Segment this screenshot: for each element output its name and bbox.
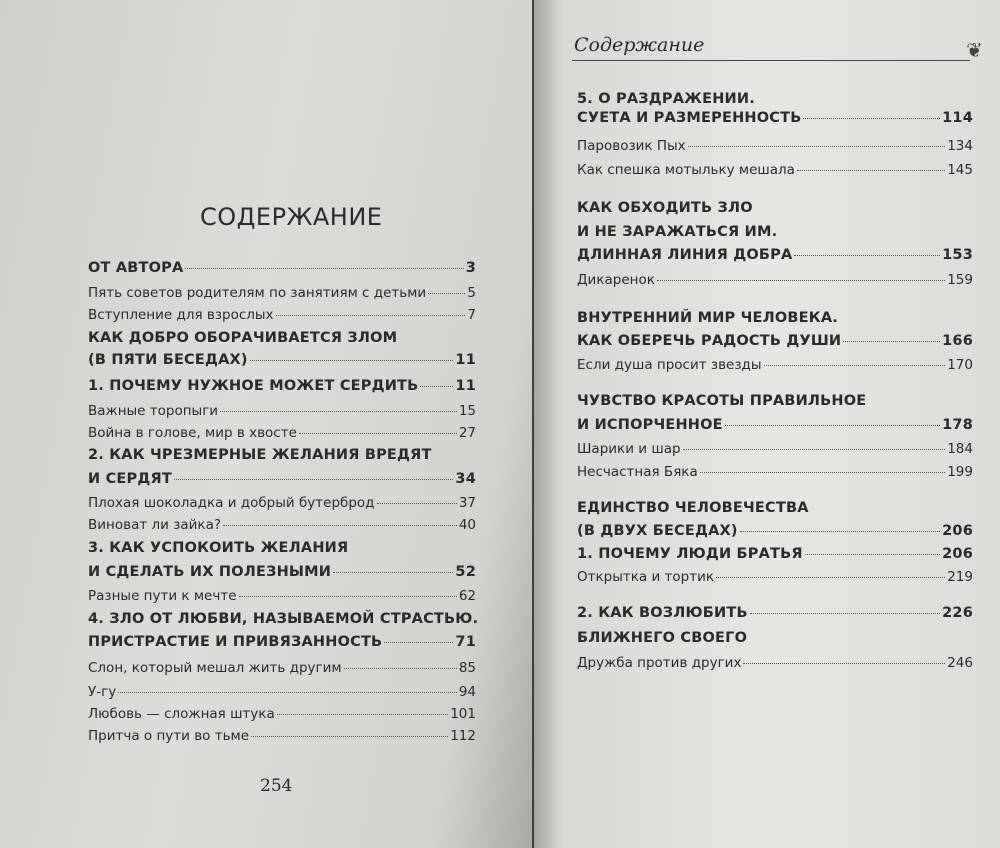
- toc-entry: [88, 307, 476, 323]
- toc-entry: [577, 310, 973, 326]
- toc-entry-title: ЕДИНСТВО ЧЕЛОВЕЧЕСТВА: [577, 500, 809, 516]
- toc-entry-page: 5: [467, 285, 476, 301]
- toc-title: СОДЕРЖАНИЕ: [200, 203, 383, 231]
- dotted-leader: [716, 577, 945, 578]
- dotted-leader: [740, 531, 940, 532]
- toc-entry: [88, 564, 476, 580]
- dotted-leader: [384, 642, 453, 643]
- toc-entry-title: БЛИЖНЕГО СВОЕГО: [577, 630, 748, 646]
- toc-entry-page: 101: [450, 706, 476, 722]
- dotted-leader: [277, 714, 449, 715]
- toc-entry-page: 11: [455, 352, 476, 368]
- toc-entry-page: 34: [455, 471, 476, 487]
- toc-entry: [577, 138, 973, 154]
- toc-entry-title: (В ДВУХ БЕСЕДАХ): [577, 523, 738, 539]
- toc-entry: [88, 706, 476, 722]
- toc-entry-title: И НЕ ЗАРАЖАТЬСЯ ИМ.: [577, 224, 778, 240]
- toc-entry-title: КАК ДОБРО ОБОРАЧИВАЕТСЯ ЗЛОМ: [88, 330, 398, 346]
- dotted-leader: [743, 663, 945, 664]
- toc-entry: [88, 611, 479, 627]
- dotted-leader: [251, 736, 448, 737]
- toc-entry: [88, 403, 476, 419]
- toc-entry: [88, 471, 476, 487]
- toc-entry-title: Война в голове, мир в хвосте: [88, 425, 297, 441]
- dotted-leader: [377, 503, 457, 504]
- toc-entry-title: И ИСПОРЧЕННОЕ: [577, 417, 723, 433]
- toc-entry-title: 3. КАК УСПОКОИТЬ ЖЕЛАНИЯ: [88, 540, 349, 556]
- dotted-leader: [250, 360, 454, 361]
- toc-entry-page: 206: [942, 523, 973, 539]
- toc-entry: [577, 110, 973, 126]
- toc-entry-page: 15: [458, 403, 476, 419]
- toc-entry-title: ПРИСТРАСТИЕ И ПРИВЯЗАННОСТЬ: [88, 634, 383, 650]
- dotted-leader: [344, 668, 457, 669]
- dotted-leader: [118, 692, 457, 693]
- toc-entry-page: 114: [942, 110, 973, 126]
- toc-entry-page: 159: [947, 272, 973, 288]
- toc-entry: [577, 605, 973, 621]
- toc-entry-title: Шарики и шар: [577, 441, 681, 457]
- toc-entry-page: 184: [947, 441, 973, 457]
- toc-entry-page: 94: [458, 684, 476, 700]
- toc-entry-title: Плохая шоколадка и добрый бутерброд: [88, 495, 375, 511]
- dotted-leader: [174, 479, 453, 480]
- toc-entry: [88, 378, 476, 394]
- toc-entry-title: Слон, который мешал жить другим: [88, 660, 342, 676]
- toc-entry: [577, 393, 973, 409]
- toc-entry-title: 1. ПОЧЕМУ НУЖНОЕ МОЖЕТ СЕРДИТЬ: [88, 378, 419, 394]
- dotted-leader: [700, 472, 945, 473]
- toc-entry: [88, 425, 476, 441]
- toc-entry: [577, 630, 973, 646]
- dotted-leader: [220, 411, 457, 412]
- toc-entry-title: ДЛИННАЯ ЛИНИЯ ДОБРА: [577, 247, 793, 263]
- dotted-leader: [333, 572, 453, 573]
- toc-entry-page: 40: [458, 517, 476, 533]
- toc-entry: [577, 500, 973, 516]
- toc-entry-title: 5. О РАЗДРАЖЕНИИ.: [577, 91, 755, 107]
- dotted-leader: [688, 146, 946, 147]
- toc-entry-page: 219: [947, 569, 973, 585]
- toc-entry: [577, 224, 973, 240]
- toc-entry-title: Если душа просит звезды: [577, 357, 762, 373]
- toc-entry-title: Дружба против других: [577, 655, 742, 671]
- toc-entry: [88, 660, 476, 676]
- toc-entry-title: Дикаренок: [577, 272, 655, 288]
- toc-entry: [577, 333, 973, 349]
- toc-entry-page: 112: [450, 728, 476, 744]
- toc-entry-page: 85: [458, 660, 476, 676]
- toc-entry-page: 166: [942, 333, 973, 349]
- dotted-leader: [803, 118, 940, 119]
- toc-entry-title: Притча о пути во тьме: [88, 728, 250, 744]
- flourish-icon: ❦: [966, 38, 983, 62]
- toc-entry-title: 4. ЗЛО ОТ ЛЮБВИ, НАЗЫВАЕМОЙ СТРАСТЬЮ.: [88, 611, 479, 627]
- toc-entry-title: Как спешка мотыльку мешала: [577, 162, 795, 178]
- toc-entry: [88, 285, 476, 301]
- toc-entry: [577, 91, 973, 107]
- toc-entry: [577, 655, 973, 671]
- toc-entry-title: Разные пути к мечте: [88, 588, 237, 604]
- toc-entry-page: 246: [947, 655, 973, 671]
- toc-entry: [88, 260, 476, 276]
- toc-entry: [88, 330, 476, 346]
- toc-entry-title: Паровозик Пых: [577, 138, 686, 154]
- toc-entry-page: 3: [465, 260, 476, 276]
- toc-entry-title: 1. ПОЧЕМУ ЛЮДИ БРАТЬЯ: [577, 546, 803, 562]
- toc-entry-page: 206: [942, 546, 973, 562]
- dotted-leader: [239, 596, 457, 597]
- dotted-leader: [185, 268, 463, 269]
- toc-entry: [88, 728, 476, 744]
- toc-entry-page: 11: [455, 378, 476, 394]
- toc-entry: [577, 272, 973, 288]
- header-rule: [572, 60, 970, 61]
- toc-entry: [88, 684, 476, 700]
- toc-entry-page: 27: [458, 425, 476, 441]
- toc-entry: [577, 523, 973, 539]
- toc-entry-title: Виноват ли зайка?: [88, 517, 222, 533]
- toc-entry: [88, 588, 476, 604]
- toc-entry-title: (В ПЯТИ БЕСЕДАХ): [88, 352, 248, 368]
- dotted-leader: [683, 449, 946, 450]
- toc-entry: [88, 540, 476, 556]
- toc-entry-page: 226: [942, 605, 973, 621]
- toc-entry: [577, 417, 973, 433]
- toc-entry-page: 170: [947, 357, 973, 373]
- toc-entry-title: ВНУТРЕННИЙ МИР ЧЕЛОВЕКА.: [577, 310, 838, 326]
- toc-entry-page: 71: [455, 634, 476, 650]
- dotted-leader: [428, 293, 465, 294]
- toc-entry-title: ЧУВСТВО КРАСОТЫ ПРАВИЛЬНОЕ: [577, 393, 867, 409]
- dotted-leader: [750, 613, 940, 614]
- toc-entry: [577, 546, 973, 562]
- toc-entry-title: Несчастная Бяка: [577, 464, 698, 480]
- toc-entry: [577, 441, 973, 457]
- toc-entry: [88, 517, 476, 533]
- dotted-leader: [794, 255, 940, 256]
- running-header: Содержание: [574, 34, 705, 56]
- toc-entry-page: 199: [947, 464, 973, 480]
- dotted-leader: [805, 554, 940, 555]
- toc-entry: [88, 634, 476, 650]
- dotted-leader: [843, 341, 940, 342]
- toc-entry: [88, 447, 476, 463]
- toc-entry-page: 52: [455, 564, 476, 580]
- toc-entry-title: И СДЕЛАТЬ ИХ ПОЛЕЗНЫМИ: [88, 564, 332, 580]
- toc-entry-page: 62: [458, 588, 476, 604]
- toc-entry: [577, 247, 973, 263]
- toc-entry: [577, 162, 973, 178]
- dotted-leader: [657, 280, 945, 281]
- toc-entry-page: 145: [947, 162, 973, 178]
- toc-entry-title: КАК ОБЕРЕЧЬ РАДОСТЬ ДУШИ: [577, 333, 842, 349]
- toc-entry-title: У-гу: [88, 684, 117, 700]
- dotted-leader: [276, 315, 466, 316]
- page-number: 254: [260, 776, 293, 796]
- toc-entry-title: КАК ОБХОДИТЬ ЗЛО: [577, 200, 753, 216]
- toc-entry-page: 153: [942, 247, 973, 263]
- dotted-leader: [299, 433, 457, 434]
- toc-entry-title: Открытка и тортик: [577, 569, 715, 585]
- toc-entry-page: 178: [942, 417, 973, 433]
- toc-entry-title: Любовь — сложная штука: [88, 706, 275, 722]
- toc-entry-page: 7: [467, 307, 476, 323]
- toc-entry-title: 2. КАК ЧРЕЗМЕРНЫЕ ЖЕЛАНИЯ ВРЕДЯТ: [88, 447, 432, 463]
- toc-entry: [577, 200, 973, 216]
- toc-entry-title: СУЕТА И РАЗМЕРЕННОСТЬ: [577, 110, 802, 126]
- toc-entry: [88, 495, 476, 511]
- toc-entry: [88, 352, 476, 368]
- toc-entry: [577, 464, 973, 480]
- dotted-leader: [764, 365, 946, 366]
- dotted-leader: [420, 386, 453, 387]
- toc-entry-title: Вступление для взрослых: [88, 307, 274, 323]
- toc-entry-title: И СЕРДЯТ: [88, 471, 172, 487]
- toc-entry: [577, 357, 973, 373]
- toc-entry: [577, 569, 973, 585]
- toc-entry-title: Важные торопыги: [88, 403, 219, 419]
- toc-entry-title: ОТ АВТОРА: [88, 260, 184, 276]
- toc-entry-page: 37: [458, 495, 476, 511]
- toc-entry-title: Пять советов родителям по занятиям с детьми: [88, 285, 427, 301]
- toc-entry-title: 2. КАК ВОЗЛЮБИТЬ: [577, 605, 748, 621]
- dotted-leader: [797, 170, 945, 171]
- dotted-leader: [223, 525, 457, 526]
- toc-entry-page: 134: [947, 138, 973, 154]
- dotted-leader: [725, 425, 940, 426]
